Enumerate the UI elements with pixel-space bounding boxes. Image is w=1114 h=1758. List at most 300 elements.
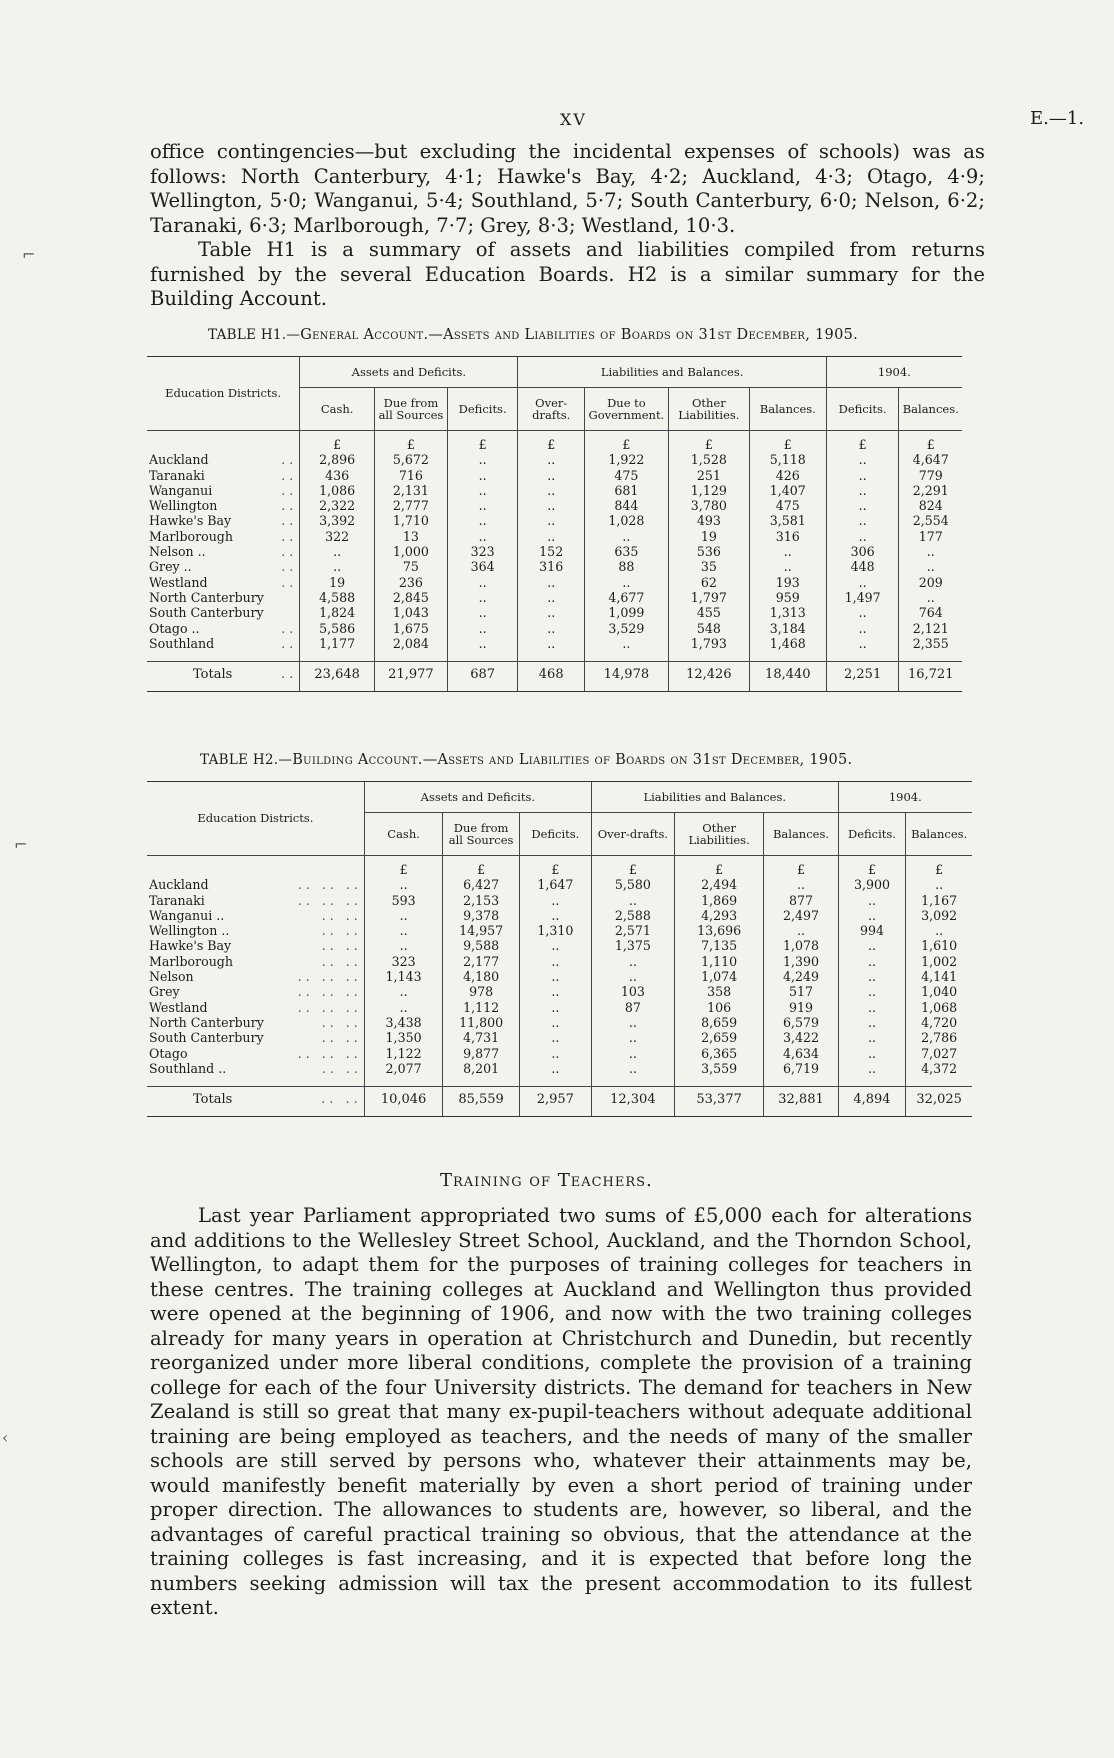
totals-label: Totals [193, 1092, 233, 1108]
table-row [147, 498, 962, 513]
unit-cell-blank [147, 431, 300, 453]
column-header: Balances. [764, 813, 838, 856]
value-cell: 2,077 [364, 1061, 443, 1076]
group-header-assets: Assets and Deficits. [364, 782, 591, 813]
table-row [147, 969, 972, 984]
value-cell: 1,310 [519, 923, 591, 938]
unit-cell: £ [443, 856, 519, 878]
value-cell: .. [518, 513, 585, 528]
district-name: North Canterbury [149, 589, 264, 605]
value-cell: 1,000 [375, 544, 448, 559]
district-name: South Canterbury [149, 605, 264, 621]
value-cell: .. [838, 938, 906, 953]
totals-value-cell: 53,377 [674, 1087, 764, 1117]
column-header: Over-drafts. [518, 388, 585, 431]
spacer-cell [749, 651, 826, 662]
value-cell: .. [519, 893, 591, 908]
spacer-cell [826, 651, 899, 662]
column-header: Deficits. [447, 388, 518, 431]
totals-value-cell: 10,046 [364, 1087, 443, 1117]
table-row [147, 575, 962, 590]
value-cell: 2,153 [443, 893, 519, 908]
value-cell: 2,494 [674, 877, 764, 892]
table-row [147, 529, 962, 544]
dot-leader: .. [281, 620, 298, 636]
value-cell: 1,610 [906, 938, 972, 953]
value-cell: .. [447, 621, 518, 636]
value-cell: 455 [668, 605, 749, 620]
table-row [147, 1015, 972, 1030]
spacer-cell [899, 651, 962, 662]
value-cell: 6,719 [764, 1061, 838, 1076]
district-cell [147, 893, 364, 908]
dot-leader: .. [281, 635, 298, 651]
value-cell: 5,118 [749, 452, 826, 467]
value-cell: 316 [749, 529, 826, 544]
group-header-assets: Assets and Deficits. [300, 357, 518, 388]
value-cell: 1,793 [668, 636, 749, 651]
totals-value-cell: 32,025 [906, 1087, 972, 1117]
dot-leader: .. .. .. [297, 999, 362, 1015]
value-cell: 3,392 [300, 513, 375, 528]
district-name: Wellington [149, 498, 218, 514]
value-cell: .. [518, 575, 585, 590]
district-name: Marlborough [149, 953, 233, 969]
district-cell [147, 605, 300, 620]
unit-cell-blank [147, 856, 364, 878]
value-cell: .. [447, 468, 518, 483]
margin-mark: ‹ [2, 1428, 9, 1447]
value-cell: 1,528 [668, 452, 749, 467]
value-cell: 13 [375, 529, 448, 544]
value-cell: 536 [668, 544, 749, 559]
spacer-cell [591, 1076, 674, 1087]
table-h1-title-main: General Account.—Assets and Liabilities of Boards on 31st December, 1905. [300, 327, 859, 343]
district-name: North Canterbury [149, 1014, 264, 1030]
spacer-cell [364, 1076, 443, 1087]
value-cell: 88 [584, 559, 668, 574]
value-cell: 824 [899, 498, 962, 513]
totals-label-cell [147, 1087, 364, 1117]
dot-leader: .. [281, 528, 298, 544]
spacer-row [147, 651, 962, 662]
value-cell: 4,588 [300, 590, 375, 605]
district-cell [147, 498, 300, 513]
totals-value-cell: 23,648 [300, 662, 375, 692]
column-header: Deficits. [838, 813, 906, 856]
value-cell: 1,675 [375, 621, 448, 636]
value-cell: .. [519, 938, 591, 953]
value-cell: 1,043 [375, 605, 448, 620]
value-cell: 548 [668, 621, 749, 636]
unit-row [147, 431, 962, 453]
spacer-cell [838, 1076, 906, 1087]
value-cell: 4,647 [899, 452, 962, 467]
totals-value-cell: 14,978 [584, 662, 668, 692]
value-cell: .. [364, 923, 443, 938]
table-row [147, 513, 962, 528]
value-cell: 3,422 [764, 1030, 838, 1045]
value-cell: .. [838, 893, 906, 908]
dot-leader: .. [281, 544, 298, 560]
value-cell: 1,112 [443, 1000, 519, 1015]
totals-value-cell: 16,721 [899, 662, 962, 692]
district-cell [147, 908, 364, 923]
district-cell [147, 590, 300, 605]
value-cell: .. [364, 908, 443, 923]
value-cell: 2,588 [591, 908, 674, 923]
value-cell: 475 [749, 498, 826, 513]
value-cell: 4,720 [906, 1015, 972, 1030]
value-cell: .. [899, 590, 962, 605]
table-h1-title-prefix: TABLE H1.— [208, 327, 301, 343]
value-cell: .. [591, 1061, 674, 1076]
district-cell [147, 938, 364, 953]
value-cell: 517 [764, 984, 838, 999]
value-cell: 764 [899, 605, 962, 620]
table-row [147, 893, 972, 908]
value-cell: 8,659 [674, 1015, 764, 1030]
value-cell: 877 [764, 893, 838, 908]
district-cell [147, 529, 300, 544]
value-cell: .. [447, 605, 518, 620]
value-cell: .. [899, 544, 962, 559]
value-cell: 1,647 [519, 877, 591, 892]
table-row [147, 1061, 972, 1076]
value-cell: 1,129 [668, 483, 749, 498]
table-row [147, 877, 972, 892]
spacer-row [147, 1076, 972, 1087]
dot-leader: .. .. [321, 1092, 362, 1108]
margin-mark: ⌐ [14, 835, 28, 854]
value-cell: 1,468 [749, 636, 826, 651]
value-cell: 2,291 [899, 483, 962, 498]
value-cell: 844 [584, 498, 668, 513]
totals-value-cell: 4,894 [838, 1087, 906, 1117]
spacer-cell [147, 1076, 364, 1087]
totals-value-cell: 12,304 [591, 1087, 674, 1117]
district-name: Taranaki [149, 892, 205, 908]
table-row [147, 621, 962, 636]
value-cell: .. [518, 468, 585, 483]
dot-leader: .. .. [321, 1030, 362, 1046]
value-cell: 1,086 [300, 483, 375, 498]
value-cell: .. [591, 1015, 674, 1030]
table-h2-title-prefix: TABLE H2.— [200, 752, 293, 768]
value-cell: .. [838, 1046, 906, 1061]
column-header: Due to Government. [584, 388, 668, 431]
value-cell: 3,780 [668, 498, 749, 513]
value-cell: 1,177 [300, 636, 375, 651]
value-cell: .. [519, 1030, 591, 1045]
value-cell: .. [906, 923, 972, 938]
district-name: Westland [149, 574, 208, 590]
dot-leader: .. .. .. [297, 984, 362, 1000]
totals-value-cell: 468 [518, 662, 585, 692]
dot-leader: .. .. [321, 953, 362, 969]
value-cell: .. [838, 954, 906, 969]
district-cell [147, 984, 364, 999]
value-cell: 2,845 [375, 590, 448, 605]
value-cell: 9,877 [443, 1046, 519, 1061]
value-cell: 236 [375, 575, 448, 590]
dot-leader: .. .. [321, 938, 362, 954]
value-cell: 103 [591, 984, 674, 999]
table-row [147, 590, 962, 605]
value-cell: .. [826, 529, 899, 544]
totals-value-cell: 21,977 [375, 662, 448, 692]
value-cell: .. [838, 1000, 906, 1015]
value-cell: 1,350 [364, 1030, 443, 1045]
value-cell: 152 [518, 544, 585, 559]
group-header-1904: 1904. [826, 357, 962, 388]
dot-leader: .. .. .. [297, 892, 362, 908]
value-cell: 919 [764, 1000, 838, 1015]
value-cell: .. [838, 1061, 906, 1076]
value-cell: 3,900 [838, 877, 906, 892]
table-row [147, 559, 962, 574]
dot-leader: .. .. [321, 1060, 362, 1076]
value-cell: 681 [584, 483, 668, 498]
value-cell: 959 [749, 590, 826, 605]
group-header-1904: 1904. [838, 782, 972, 813]
value-cell: .. [518, 590, 585, 605]
unit-cell: £ [749, 431, 826, 453]
column-header: Cash. [364, 813, 443, 856]
table-row [147, 544, 962, 559]
value-cell: 1,375 [591, 938, 674, 953]
table-row [147, 1030, 972, 1045]
value-cell: .. [591, 954, 674, 969]
column-header: Deficits. [519, 813, 591, 856]
value-cell: 19 [668, 529, 749, 544]
value-cell: 3,559 [674, 1061, 764, 1076]
value-cell: 1,313 [749, 605, 826, 620]
value-cell: .. [300, 544, 375, 559]
dot-leader: .. [281, 513, 298, 529]
dot-leader: .. [281, 498, 298, 514]
value-cell: 1,068 [906, 1000, 972, 1015]
value-cell: 1,869 [674, 893, 764, 908]
column-header: Other Liabilities. [674, 813, 764, 856]
district-cell [147, 1061, 364, 1076]
value-cell: 106 [674, 1000, 764, 1015]
value-cell: .. [591, 1030, 674, 1045]
value-cell: 306 [826, 544, 899, 559]
value-cell: 1,922 [584, 452, 668, 467]
spacer-cell [519, 1076, 591, 1087]
value-cell: .. [519, 908, 591, 923]
unit-cell: £ [591, 856, 674, 878]
district-name: Grey [149, 984, 180, 1000]
training-text [150, 1204, 972, 1621]
value-cell: 4,249 [764, 969, 838, 984]
column-header: Balances. [906, 813, 972, 856]
table-row [147, 483, 962, 498]
value-cell: 251 [668, 468, 749, 483]
district-name: Taranaki [149, 467, 205, 483]
table-row [147, 1000, 972, 1015]
value-cell: 3,529 [584, 621, 668, 636]
column-header: Cash. [300, 388, 375, 431]
value-cell: 11,800 [443, 1015, 519, 1030]
district-name: Hawke's Bay [149, 938, 232, 954]
table-h1-title [208, 327, 858, 343]
district-name: Grey .. [149, 559, 192, 575]
value-cell: 5,586 [300, 621, 375, 636]
spacer-cell [447, 651, 518, 662]
value-cell: 8,201 [443, 1061, 519, 1076]
value-cell: .. [584, 575, 668, 590]
value-cell: .. [447, 590, 518, 605]
spacer-cell [674, 1076, 764, 1087]
spacer-cell [906, 1076, 972, 1087]
value-cell: 1,167 [906, 893, 972, 908]
district-cell [147, 452, 300, 467]
value-cell: .. [838, 1015, 906, 1030]
training-paragraph: Last year Parliament appropriated two sums of £5,000 each for alterations and additions to the Wellesley Street School, Auckland, and the Thorndon School, Wellington, to adapt them for the purposes of training colleges for teachers in these centres. The training colleges at Auckland and Wellington thus provided were opened at the beginning of 1906, and now with the two training colleges already for many years in operation at Christchurch and Dunedin, but recently reorganized under more liberal conditions, complete the provision of a training college for each of the four University districts. The demand for teachers in New Zealand is still so great that many ex-pupil-teachers without adequate additional training are being employed as teachers, and the needs of many of the smaller schools are still served by persons who, whatever their attainments may be, would manifestly benefit materially by even a short period of training under proper direction. The allowances to students are, however, so liberal, and the advantages of careful practical training so obvious, that the attendance at the training colleges is fast increasing, and it is expected that before long the numbers seeking admission will tax the present accommodation to its fullest extent. [150, 1204, 972, 1619]
value-cell: .. [447, 513, 518, 528]
value-cell: 14,957 [443, 923, 519, 938]
spacer-cell [443, 1076, 519, 1087]
value-cell: .. [447, 498, 518, 513]
totals-value-cell: 32,881 [764, 1087, 838, 1117]
district-name: Wanganui [149, 482, 213, 498]
value-cell: 87 [591, 1000, 674, 1015]
district-name: Marlborough [149, 528, 233, 544]
value-cell: 1,028 [584, 513, 668, 528]
value-cell: 4,677 [584, 590, 668, 605]
district-cell [147, 954, 364, 969]
margin-mark: ⌐ [22, 245, 36, 264]
dot-leader: .. .. .. [297, 1045, 362, 1061]
table-row [147, 954, 972, 969]
spacer-cell [300, 651, 375, 662]
value-cell: 1,824 [300, 605, 375, 620]
value-cell: 316 [518, 559, 585, 574]
district-name: Nelson .. [149, 544, 206, 560]
value-cell: 4,180 [443, 969, 519, 984]
value-cell: .. [364, 938, 443, 953]
value-cell: .. [518, 529, 585, 544]
value-cell: .. [826, 575, 899, 590]
value-cell: 13,696 [674, 923, 764, 938]
value-cell: 1,390 [764, 954, 838, 969]
dot-leader: .. [281, 467, 298, 483]
value-cell: 436 [300, 468, 375, 483]
spacer-cell [668, 651, 749, 662]
column-header: Due from all Sources [375, 388, 448, 431]
value-cell: 2,177 [443, 954, 519, 969]
value-cell: 1,002 [906, 954, 972, 969]
column-header: Due from all Sources [443, 813, 519, 856]
value-cell: .. [447, 529, 518, 544]
unit-row [147, 856, 972, 878]
spacer-cell [147, 651, 300, 662]
unit-cell: £ [375, 431, 448, 453]
value-cell: 448 [826, 559, 899, 574]
column-header: Balances. [749, 388, 826, 431]
value-cell: 2,322 [300, 498, 375, 513]
intro-paragraph: Table H1 is a summary of assets and liabilities compiled from returns furnished by the several Education Boards. H2 is a similar summary for the Building Account. [150, 238, 985, 310]
value-cell: 4,141 [906, 969, 972, 984]
district-cell [147, 544, 300, 559]
totals-row [147, 662, 962, 692]
section-heading: Training of Teachers. [440, 1170, 653, 1191]
unit-cell: £ [519, 856, 591, 878]
value-cell: 323 [447, 544, 518, 559]
value-cell: 1,497 [826, 590, 899, 605]
dot-leader: .. .. .. [297, 969, 362, 985]
value-cell: 2,554 [899, 513, 962, 528]
value-cell: 3,092 [906, 908, 972, 923]
value-cell: 4,731 [443, 1030, 519, 1045]
value-cell: 2,659 [674, 1030, 764, 1045]
value-cell: .. [518, 498, 585, 513]
value-cell: 1,078 [764, 938, 838, 953]
table-h2-title [200, 752, 852, 768]
district-cell [147, 468, 300, 483]
value-cell: .. [826, 452, 899, 467]
spacer-cell [584, 651, 668, 662]
group-header-liabilities: Liabilities and Balances. [518, 357, 826, 388]
value-cell: 364 [447, 559, 518, 574]
unit-cell: £ [518, 431, 585, 453]
district-cell [147, 575, 300, 590]
value-cell: 2,084 [375, 636, 448, 651]
district-cell [147, 559, 300, 574]
value-cell: .. [447, 452, 518, 467]
unit-cell: £ [300, 431, 375, 453]
district-cell [147, 877, 364, 892]
value-cell: 716 [375, 468, 448, 483]
value-cell: 1,099 [584, 605, 668, 620]
value-cell: 2,131 [375, 483, 448, 498]
value-cell: 6,427 [443, 877, 519, 892]
dot-leader: .. [281, 574, 298, 590]
district-cell [147, 1015, 364, 1030]
value-cell: 1,122 [364, 1046, 443, 1061]
dot-leader: .. [280, 667, 298, 683]
table-row [147, 1046, 972, 1061]
value-cell: 1,143 [364, 969, 443, 984]
intro-text [150, 140, 985, 312]
district-name: South Canterbury [149, 1030, 264, 1046]
unit-cell: £ [826, 431, 899, 453]
value-cell: 358 [674, 984, 764, 999]
value-cell: .. [518, 452, 585, 467]
totals-label: Totals [193, 667, 233, 683]
unit-cell: £ [764, 856, 838, 878]
totals-value-cell: 2,957 [519, 1087, 591, 1117]
value-cell: .. [826, 498, 899, 513]
value-cell: 1,110 [674, 954, 764, 969]
table-row [147, 984, 972, 999]
value-cell: 3,184 [749, 621, 826, 636]
value-cell: .. [364, 1000, 443, 1015]
value-cell: 4,634 [764, 1046, 838, 1061]
table-row [147, 923, 972, 938]
district-name: Auckland [149, 452, 209, 468]
spacer-cell [375, 651, 448, 662]
value-cell: .. [584, 636, 668, 651]
district-cell [147, 923, 364, 938]
value-cell: 177 [899, 529, 962, 544]
district-name: Otago .. [149, 620, 200, 636]
value-cell: 1,407 [749, 483, 826, 498]
value-cell: 1,074 [674, 969, 764, 984]
value-cell: .. [519, 954, 591, 969]
